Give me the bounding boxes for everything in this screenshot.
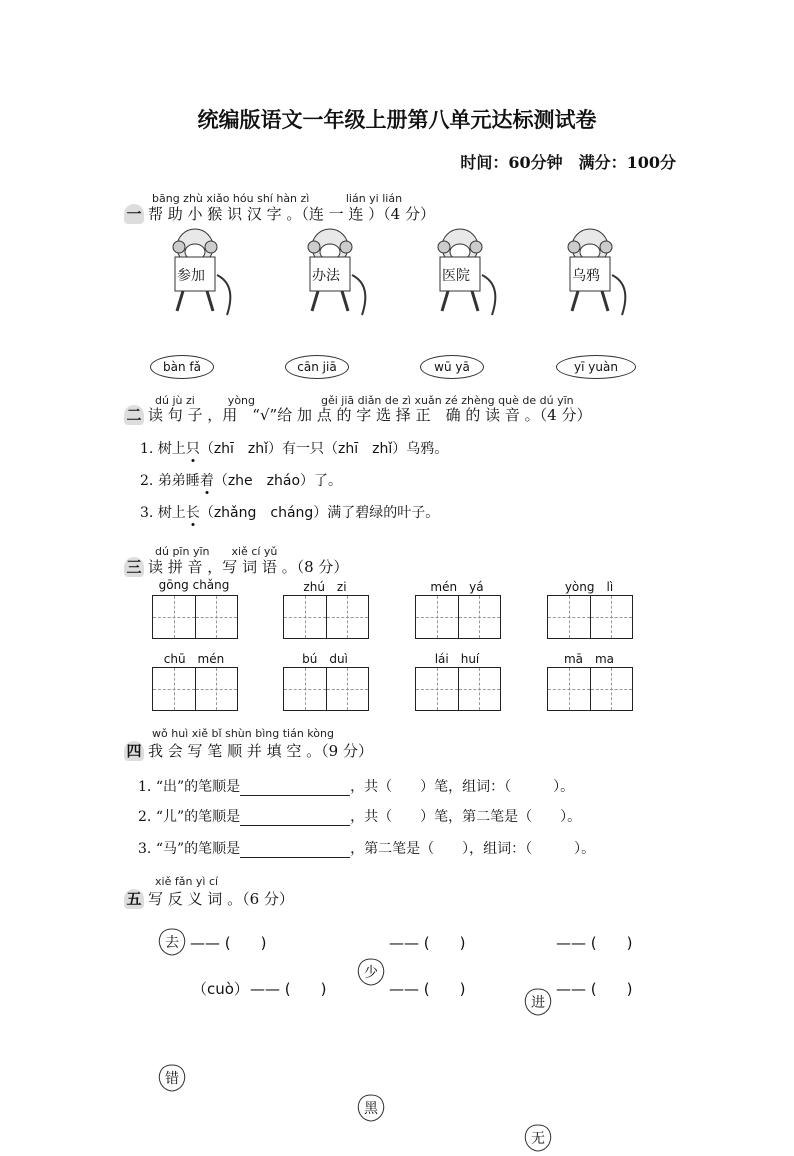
q1-text: 帮 助 小 猴 识 汉 字 。（连 一 连 ）（4 分） <box>148 205 435 223</box>
q3-number: 三 <box>124 557 144 577</box>
writing-grid[interactable] <box>415 595 501 639</box>
q4-item-2 <box>138 806 581 826</box>
writing-grid[interactable] <box>547 667 633 711</box>
sentence-part: ，共（ ）笔，第二笔是（ ）。 <box>350 809 582 825</box>
pinyin-oval[interactable]: bàn fǎ <box>150 355 214 379</box>
q2-text: 读 句 子 ，用 “√”给 加 点 的 字 选 择 正 确 的 读 音 。（4 分） <box>148 406 592 424</box>
grid-pinyin: yòng lì <box>564 580 614 594</box>
q2-heading <box>124 404 591 425</box>
sentence-part: 树上 <box>157 505 186 521</box>
peach-word: 黑 <box>364 1101 378 1117</box>
pinyin-oval[interactable]: cān jiā <box>285 355 349 379</box>
writing-grid[interactable] <box>415 667 501 711</box>
answer-slot[interactable]: —— ( ) <box>556 934 633 952</box>
q3-pinyin: dú pīn yīn xiě cí yǔ <box>155 545 278 558</box>
q5-text: 写 反 义 词 。（6 分） <box>148 890 294 908</box>
writing-grid[interactable] <box>152 595 238 639</box>
grid-pinyin: chū mén <box>163 652 225 666</box>
peach-word: 进 <box>531 995 545 1011</box>
q2-item-3 <box>140 502 439 522</box>
item-number: 2. <box>140 473 154 489</box>
writing-grid[interactable] <box>283 667 369 711</box>
q4-pinyin: wǒ huì xiě bǐ shùn bìng tián kòng <box>152 727 334 740</box>
sentence-part: 树上 <box>157 441 186 457</box>
item-number: 3. <box>138 841 152 857</box>
answer-blank[interactable] <box>240 781 350 796</box>
sentence-part: 弟弟睡 <box>157 473 200 489</box>
choice-pinyin[interactable]: zhī zhǐ <box>338 441 393 457</box>
sentence-part: （ <box>213 473 228 489</box>
grid-pinyin: gōng chǎng <box>158 578 230 592</box>
peach-word: 错 <box>165 1071 179 1087</box>
item-number: 1. <box>138 779 152 795</box>
sentence-part: ）了。 <box>300 473 343 489</box>
q4-heading <box>124 740 373 761</box>
choice-pinyin[interactable]: zhī zhǐ <box>213 441 269 457</box>
sentence-part: ）乌鸦。 <box>392 441 449 457</box>
peach-icon <box>356 956 386 986</box>
item-number: 1. <box>140 441 154 457</box>
pinyin-oval[interactable]: yī yuàn <box>556 355 636 379</box>
sentence-part: “马”的笔顺是 <box>155 841 241 857</box>
sentence-part: ，第二笔是（ ），组词：（ ）。 <box>350 841 596 857</box>
dotted-char: 着 <box>199 473 214 489</box>
exam-meta: 时间：60分钟 满分：100分 <box>460 153 676 172</box>
card-word: 乌鸦 <box>572 268 600 284</box>
answer-blank[interactable] <box>240 811 350 826</box>
monkey-cards <box>0 225 794 335</box>
peach-word: 少 <box>364 965 378 981</box>
answer-slot[interactable]: —— ( ) <box>190 934 267 952</box>
q2-number: 二 <box>124 405 144 425</box>
peach-icon <box>356 1092 386 1122</box>
card-word: 医院 <box>442 268 470 284</box>
grid-pinyin: mā ma <box>563 652 615 666</box>
answer-slot[interactable]: —— ( ) <box>556 980 633 998</box>
q5-pinyin: xiě fǎn yì cí <box>155 875 219 888</box>
peach-icon <box>157 1062 187 1092</box>
peach-icon <box>157 926 187 956</box>
q3-heading <box>124 556 348 577</box>
q1-heading <box>124 203 435 224</box>
q4-item-3 <box>138 838 595 858</box>
q4-item-1 <box>138 776 574 796</box>
q5-number: 五 <box>124 889 144 909</box>
sentence-part: “出”的笔顺是 <box>155 779 241 795</box>
page-title: 统编版语文一年级上册第八单元达标测试卷 <box>197 107 597 132</box>
grid-pinyin: bú duì <box>302 652 348 666</box>
sentence-part: ）有一只（ <box>268 441 339 457</box>
peach-word: 去 <box>165 935 179 951</box>
writing-grid[interactable] <box>547 595 633 639</box>
pinyin-note: （cuò） <box>192 980 249 998</box>
answer-slot[interactable]: —— ( ) <box>389 934 466 952</box>
answer-slot[interactable]: —— ( ) <box>250 980 327 998</box>
pinyin-oval[interactable]: wū yā <box>420 355 484 379</box>
peach-word: 无 <box>531 1131 545 1147</box>
peach-icon <box>523 1122 553 1152</box>
sentence-part: ）满了碧绿的叶子。 <box>313 505 440 521</box>
dotted-char: 长 <box>185 505 200 521</box>
answer-blank[interactable] <box>240 843 350 858</box>
card-word: 参加 <box>177 268 205 284</box>
writing-grid[interactable] <box>283 595 369 639</box>
sentence-part: （ <box>199 505 214 521</box>
sentence-part: ，共（ ）笔，组词：（ ）。 <box>350 779 575 795</box>
card-word: 办法 <box>312 268 340 284</box>
q1-pinyin: bāng zhù xiǎo hóu shí hàn zì lián yi lián <box>152 192 403 205</box>
q4-number: 四 <box>124 741 144 761</box>
item-number: 3. <box>140 505 154 521</box>
choice-pinyin[interactable]: zhe zháo <box>227 473 301 489</box>
sentence-part: “儿”的笔顺是 <box>155 809 241 825</box>
peach-icon <box>523 986 553 1016</box>
item-number: 2. <box>138 809 152 825</box>
q3-text: 读 拼 音 ，写 词 语 。（8 分） <box>148 558 349 576</box>
writing-grid[interactable] <box>152 667 238 711</box>
q5-heading <box>124 888 294 909</box>
q1-number: 一 <box>124 204 144 224</box>
answer-slot[interactable]: —— ( ) <box>389 980 466 998</box>
grid-pinyin: zhú zi <box>303 580 347 594</box>
q4-text: 我 会 写 笔 顺 并 填 空 。（9 分） <box>148 742 373 760</box>
grid-pinyin: lái huí <box>434 652 480 666</box>
sentence-part: （ <box>199 441 214 457</box>
dotted-char: 只 <box>185 441 200 457</box>
q2-item-2 <box>140 470 342 490</box>
choice-pinyin[interactable]: zhǎng cháng <box>213 505 314 521</box>
q2-item-1 <box>140 438 448 458</box>
q2-pinyin: dú jù zi yòng gěi jiā diǎn de zì xuǎn zé zhèng què de dú yīn <box>155 394 574 407</box>
grid-pinyin: mén yá <box>430 580 484 594</box>
